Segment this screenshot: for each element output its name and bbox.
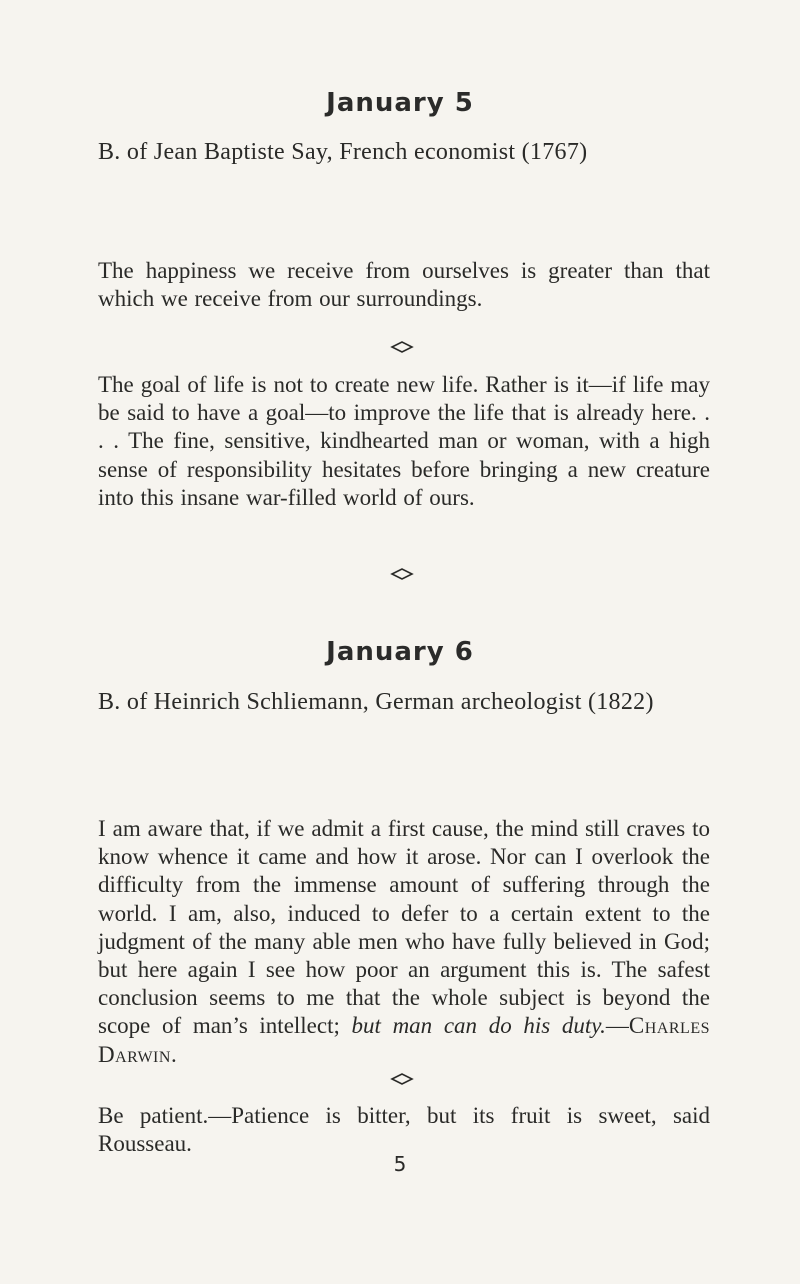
quote-goal-of-life: The goal of life is not to create new life. Rather is it—if life may be said to have a goal—to improve the life that is already here. . . . The fine, sensitive, kindhearted man or woman, with a high sense of responsibility hesitates before bringing a new creature into this insane war-filled world of ours. xyxy=(98,372,710,510)
quote-darwin-dash: — xyxy=(605,1013,629,1039)
diamond-ornament-icon xyxy=(390,341,414,353)
quote-darwin-text: I am aware that, if we admit a first cause, the mind still craves to know whence it came and how it arose. Nor can I overlook the difficulty from the immense amount of suffering through the world. I am, also, induced to defer to a certain extent to the judgment of the many able men who have fully believed in God; but here again I see how poor an argument this is. The safest conclusion seems to me that the whole subject is beyond the scope of man’s intellect; xyxy=(98,816,710,1039)
diamond-ornament-icon xyxy=(390,1073,414,1085)
quote-darwin-emphasis: but man can do his duty. xyxy=(351,1013,606,1039)
quote-rousseau: Be patient.—Patience is bitter, but its fruit is sweet, said Rousseau. xyxy=(98,1103,710,1157)
quote-author: Charles Darwin. xyxy=(98,1013,710,1067)
birth-note-say: B. of Jean Baptiste Say, French economist (1767) xyxy=(98,139,588,165)
page-number: 5 xyxy=(393,1152,407,1176)
quote-darwin xyxy=(98,815,710,1069)
date-heading-january-5: January 5 xyxy=(326,88,474,118)
quote-happiness: The happiness we receive from ourselves is greater than that which we receive from our surroundings. xyxy=(98,258,710,312)
date-heading-january-6: January 6 xyxy=(326,637,474,667)
birth-note-schliemann: B. of Heinrich Schliemann, German archeologist (1822) xyxy=(98,689,654,715)
diamond-ornament-icon xyxy=(390,568,414,580)
